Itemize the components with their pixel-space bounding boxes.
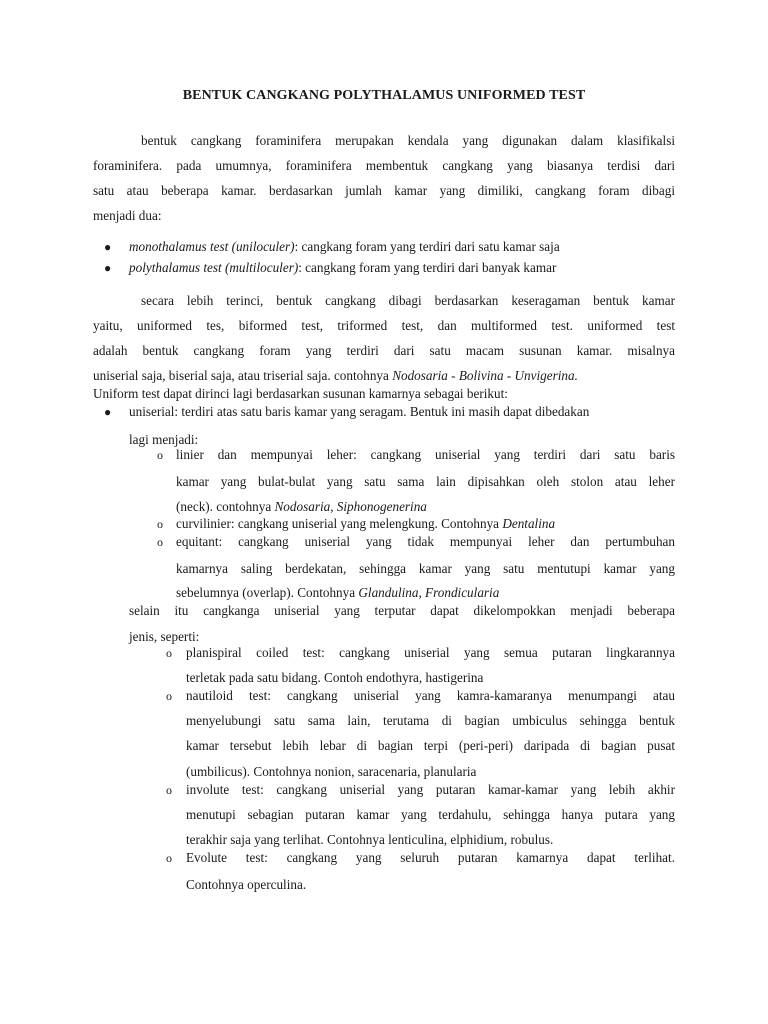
uniform-intro-line: Uniform test dapat dirinci lagi berdasarkan susunan kamarnya sebagai berikut: bbox=[93, 386, 508, 401]
equitant-line-1: equitant: cangkang uniserial yang tidak mempunyai leher dan pertumbuhan bbox=[176, 534, 675, 549]
evolute-line-1: Evolute test: cangkang yang seluruh putaran kamarnya dapat terlihat. bbox=[186, 850, 675, 865]
intro-line-2: foraminifera. pada umumnya, foraminifera membentuk cangkang yang biasanya terdisi dari bbox=[93, 158, 675, 173]
bullet-dot-icon: ● bbox=[104, 261, 112, 275]
sub-bullet-icon: o bbox=[166, 783, 172, 797]
planispiral-line-2: terletak pada satu bidang. Contoh endothyra, hastigerina bbox=[186, 670, 484, 685]
sub-bullet-icon: o bbox=[166, 646, 172, 660]
bullet-dot-icon: ● bbox=[104, 240, 112, 254]
linier-line-3: (neck). contohnya Nodosaria, Siphonogenerina bbox=[176, 499, 427, 514]
nautiloid-line-3: kamar tersebut lebih lebar di bagian terpi (peri-peri) daripada di bagian pusat bbox=[186, 738, 675, 753]
sub-bullet-icon: o bbox=[157, 448, 163, 462]
sub-bullet-icon: o bbox=[157, 535, 163, 549]
evolute-line-2: Contohnya operculina. bbox=[186, 877, 307, 892]
para2-line-3: adalah bentuk cangkang foram yang terdiri dari satu macam susunan kamar. misalnya bbox=[93, 343, 675, 358]
uniserial-line-2: lagi menjadi: bbox=[129, 432, 199, 447]
involute-line-3: terakhir saja yang terlihat. Contohnya lenticulina, elphidium, robulus. bbox=[186, 832, 554, 847]
uniserial-line-1: uniserial: terdiri atas satu baris kamar yang seragam. Bentuk ini masih dapat dibedakan bbox=[129, 404, 590, 419]
selain-line-2: jenis, seperti: bbox=[129, 629, 200, 644]
sub-bullet-icon: o bbox=[166, 851, 172, 865]
intro-line-3: satu atau beberapa kamar. berdasarkan jumlah kamar yang dimiliki, cangkang foram dibagi bbox=[93, 183, 675, 198]
equitant-line-2: kamarnya saling berdekatan, sehingga kamar yang satu mentutupi kamar yang bbox=[176, 561, 675, 576]
document-title: BENTUK CANGKANG POLYTHALAMUS UNIFORMED TEST bbox=[182, 88, 586, 103]
equitant-line-3: sebelumnya (overlap). Contohnya Glandulina, Frondicularia bbox=[176, 585, 500, 600]
sub-bullet-icon: o bbox=[157, 517, 163, 531]
curvilinier-line: curvilinier: cangkang uniserial yang melengkung. Contohnya Dentalina bbox=[176, 516, 556, 531]
intro-line-1: bentuk cangkang foraminifera merupakan kendala yang digunakan dalam klasifikalsi bbox=[141, 133, 675, 148]
nautiloid-line-2: menyelubungi satu sama lain, terutama di bagian umbiculus sehingga bentuk bbox=[186, 713, 675, 728]
linier-line-1: linier dan mempunyai leher: cangkang uniserial yang terdiri dari satu baris bbox=[176, 447, 675, 462]
type-item-text: monothalamus test (uniloculer): cangkang foram yang terdiri dari satu kamar saja bbox=[129, 239, 560, 254]
involute-line-1: involute test: cangkang uniserial yang putaran kamar-kamar yang lebih akhir bbox=[186, 782, 675, 797]
bullet-dot-icon: ● bbox=[104, 405, 112, 419]
linier-line-2: kamar yang bulat-bulat yang satu sama lain dipisahkan oleh stolon atau leher bbox=[176, 474, 675, 489]
nautiloid-line-4: (umbilicus). Contohnya nonion, saracenaria, planularia bbox=[186, 764, 477, 779]
sub-bullet-icon: o bbox=[166, 689, 172, 703]
intro-line-4: menjadi dua: bbox=[93, 208, 162, 223]
type-item-text: polythalamus test (multiloculer): cangkang foram yang terdiri dari banyak kamar bbox=[129, 260, 557, 275]
planispiral-line-1: planispiral coiled test: cangkang uniserial yang semua putaran lingkarannya bbox=[186, 645, 675, 660]
involute-line-2: menutupi sebagian putaran kamar yang terdahulu, sehingga hanya putara yang bbox=[186, 807, 675, 822]
selain-line-1: selain itu cangkanga uniserial yang terputar dapat dikelompokkan menjadi beberapa bbox=[129, 603, 675, 618]
para2-line-2: yaitu, uniformed tes, biformed test, triformed test, dan multiformed test. uniformed test bbox=[93, 318, 675, 333]
para2-line-4: uniserial saja, biserial saja, atau triserial saja. contohnya Nodosaria - Bolivina - Unvigerina. bbox=[93, 368, 578, 383]
para2-line-1: secara lebih terinci, bentuk cangkang dibagi berdasarkan keseragaman bentuk kamar bbox=[141, 293, 675, 308]
nautiloid-line-1: nautiloid test: cangkang uniserial yang kamra-kamaranya menumpangi atau bbox=[186, 688, 675, 703]
